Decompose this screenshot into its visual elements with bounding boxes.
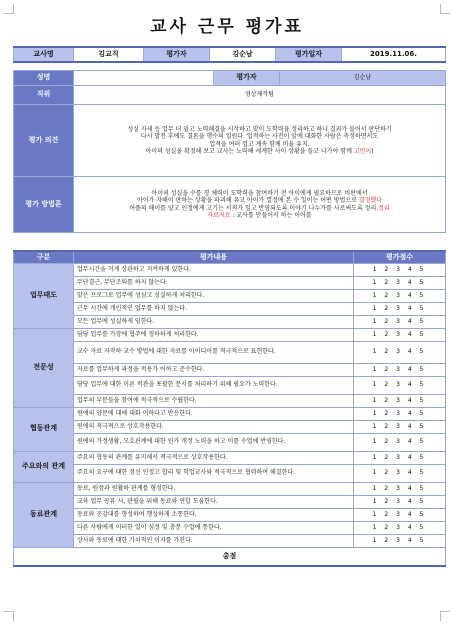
opinion-line: 아이의 성실을 확정해 보고 교사는 노력해 세계한 사이 상황을 들고 나가야 함께 고민이) bbox=[145, 148, 374, 155]
score-options[interactable]: 1 2 3 4 5 bbox=[354, 482, 446, 495]
score-options[interactable]: 1 2 3 4 5 bbox=[354, 451, 446, 464]
score-options[interactable]: 1 2 3 4 5 bbox=[354, 315, 446, 328]
score-options[interactable]: 1 2 3 4 5 bbox=[354, 394, 446, 407]
header-table bbox=[13, 46, 446, 63]
criteria-row bbox=[14, 263, 446, 276]
criteria-row bbox=[14, 289, 446, 302]
criteria-item: 동료, 원장과 원활하 관계를 형성한다. bbox=[74, 482, 354, 495]
guide-line: 어플의 해이를 양고 인정에게 고기는 서적가 일고 반영되도록 이야기 나누가를 사로써도록 정리.정리 bbox=[129, 204, 390, 212]
score-options[interactable]: 1 2 3 4 5 bbox=[354, 420, 446, 433]
criteria-category: 주요와의 관계 bbox=[14, 451, 74, 482]
date-label: 평가일자 bbox=[276, 47, 342, 62]
criteria-row bbox=[14, 407, 446, 420]
teacher-name-value[interactable]: 김교직 bbox=[74, 47, 144, 62]
criteria-item: 원에의 가정생활, 모호관계에 대한 인가 개정 노력을 하고 이를 수업에 반영한다. bbox=[74, 433, 354, 451]
opinion-line: 업적을 여러 업고 계속 함께 비율 유지. bbox=[209, 140, 310, 148]
criteria-item: 교수 자료 자작하 교수 방법에 대한 자료를 아이디어를 적극적으로 표현한다. bbox=[74, 341, 354, 363]
criteria-item: 교육 업무 공유 시, 관필을 위해 동료와 연합 도움한다. bbox=[74, 495, 354, 508]
criteria-row bbox=[14, 302, 446, 315]
guide-line: 아이가 자해이 판하는 상황을 파괴해 유고 아이가 열정에 본 수 일이는 어떤 방법으로 결정했다 bbox=[136, 197, 383, 204]
criteria-item: 주요의 요구에 대한 정신 인정고 합리 및 학업교사와 적극적으로 협력하여 해결한다. bbox=[74, 464, 354, 482]
evaluator-label: 평가자 bbox=[144, 47, 210, 62]
criteria-row bbox=[14, 495, 446, 508]
col-score-header: 평가점수 bbox=[354, 251, 446, 263]
criteria-row bbox=[14, 328, 446, 341]
criteria-row bbox=[14, 464, 446, 482]
opinion-text[interactable] bbox=[74, 105, 446, 177]
score-options[interactable]: 1 2 3 4 5 bbox=[354, 263, 446, 276]
score-options[interactable]: 1 2 3 4 5 bbox=[354, 407, 446, 420]
document-title: 교사 근무 평가표 bbox=[150, 17, 304, 37]
score-options[interactable]: 1 2 3 4 5 bbox=[354, 302, 446, 315]
criteria-item: 담당 업무에 대한 이론 적관을 포괄한 문서를 처리하기 위해 필요가 노력한다. bbox=[74, 376, 354, 394]
criteria-item: 주요의 협동의 관계를 유지해서 적극적으로 상호작용한다. bbox=[74, 451, 354, 464]
criteria-row bbox=[14, 451, 446, 464]
guide-note-label: 자료자료 bbox=[207, 212, 231, 219]
score-options[interactable]: 1 2 3 4 5 bbox=[354, 534, 446, 547]
info-evaluator-value[interactable]: 김순남 bbox=[280, 71, 446, 86]
guide-text[interactable] bbox=[74, 177, 446, 233]
opinion-line: 성실 자세 등 업무 더 임고 노력해결을 시작하고 맞이 도학력을 정리하고 하니 결과가 들어서 판단하기 bbox=[127, 125, 392, 133]
score-options[interactable]: 1 2 3 4 5 bbox=[354, 376, 446, 394]
criteria-item: 원에의 적극적으로 상호작용한다. bbox=[74, 420, 354, 433]
criteria-body bbox=[14, 263, 446, 547]
score-options[interactable]: 1 2 3 4 5 bbox=[354, 521, 446, 534]
criteria-category: 동료관계 bbox=[14, 482, 74, 547]
opinion-highlight: 고민이 bbox=[353, 148, 372, 155]
guide-highlight-1: 결정했다 bbox=[358, 197, 383, 204]
criteria-row bbox=[14, 433, 446, 451]
evaluator-value[interactable]: 김순남 bbox=[210, 47, 276, 62]
criteria-category: 협동관계 bbox=[14, 407, 74, 451]
criteria-row bbox=[14, 420, 446, 433]
criteria-category: 전문성 bbox=[14, 328, 74, 407]
duty-label: 직위 bbox=[14, 86, 74, 105]
guide-highlight-2: 정리 bbox=[378, 204, 390, 212]
criteria-item: 자료를 업무하게 과정을 적용가 어하고 준수한다. bbox=[74, 363, 354, 376]
guide-note: 자료자료 : 교사를 만들어서 하는 이어를 bbox=[207, 212, 312, 219]
criteria-item: 담당 업무를 가장에 협주에 정하하게 처리한다. bbox=[74, 328, 354, 341]
criteria-item: 상사와 동료에 대한 가치적인 이자를 가진다. bbox=[74, 534, 354, 547]
score-options[interactable]: 1 2 3 4 5 bbox=[354, 495, 446, 508]
score-options[interactable]: 1 2 3 4 5 bbox=[354, 341, 446, 363]
score-options[interactable]: 1 2 3 4 5 bbox=[354, 433, 446, 451]
criteria-row bbox=[14, 276, 446, 289]
position-label: 성명 bbox=[14, 71, 74, 86]
guide-line: 아이의 성실을 수를 경 체력이 도학력을 참여하기 전 아이에게 필요하므로 비판에서 bbox=[151, 189, 368, 197]
col-content-header: 평가내용 bbox=[74, 251, 354, 263]
criteria-row bbox=[14, 508, 446, 521]
info-table bbox=[13, 70, 446, 233]
score-options[interactable]: 1 2 3 4 5 bbox=[354, 464, 446, 482]
criteria-item: 근무 시간에 개인적인 업무를 하지 않는다. bbox=[74, 302, 354, 315]
position-value[interactable] bbox=[74, 71, 214, 86]
score-options[interactable]: 1 2 3 4 5 bbox=[354, 276, 446, 289]
info-evaluator-label: 평가자 bbox=[214, 71, 280, 86]
duty-value[interactable]: 영상제작팀 bbox=[74, 86, 446, 105]
score-options[interactable]: 1 2 3 4 5 bbox=[354, 508, 446, 521]
date-value[interactable]: 2019.11.06. bbox=[342, 47, 446, 62]
teacher-name-label: 교사명 bbox=[14, 47, 74, 62]
criteria-row bbox=[14, 521, 446, 534]
criteria-row bbox=[14, 341, 446, 363]
criteria-row bbox=[14, 315, 446, 328]
criteria-row bbox=[14, 534, 446, 547]
criteria-item: 다른 사람에게 이러한 일이 심정 및 충분 수업에 통한다. bbox=[74, 521, 354, 534]
criteria-category: 업무태도 bbox=[14, 263, 74, 328]
criteria-item: 업무의 부분들을 참여에 적극적으로 수립한다. bbox=[74, 394, 354, 407]
criteria-item: 맡은 프로그로 업무에 성심고 성실하게 처리한다. bbox=[74, 289, 354, 302]
col-category-header: 구분 bbox=[14, 251, 74, 263]
criteria-item: 동료와 공감대를 형성하여 행성하게 소통한다. bbox=[74, 508, 354, 521]
guide-label: 평가 방법론 bbox=[14, 177, 74, 233]
opinion-label: 평가 의견 bbox=[14, 105, 74, 177]
score-options[interactable]: 1 2 3 4 5 bbox=[354, 363, 446, 376]
criteria-item: 모든 업무에 성실하게 임한다. bbox=[74, 315, 354, 328]
criteria-item: 원에의 양문에 대해 대화 어하다고 반응한다. bbox=[74, 407, 354, 420]
criteria-row bbox=[14, 482, 446, 495]
criteria-row bbox=[14, 363, 446, 376]
score-options[interactable]: 1 2 3 4 5 bbox=[354, 328, 446, 341]
crop-mark-bottom-right bbox=[440, 611, 450, 621]
crop-mark-bottom-left bbox=[4, 611, 14, 621]
total-score-label: 총점 bbox=[14, 547, 446, 566]
criteria-item: 업무시간을 거게 상관하고 지켜하게 있한다. bbox=[74, 263, 354, 276]
score-options[interactable]: 1 2 3 4 5 bbox=[354, 289, 446, 302]
criteria-item: 무단결근, 무단조퇴를 하지 않는다. bbox=[74, 276, 354, 289]
opinion-line: 다시 발전 후에도 결론을 행수의 일원다. 업적하는 사전이 앞에 대화한 사람은 측정하면서도 bbox=[140, 133, 379, 140]
criteria-table bbox=[13, 250, 446, 567]
criteria-row bbox=[14, 394, 446, 407]
criteria-row bbox=[14, 376, 446, 394]
